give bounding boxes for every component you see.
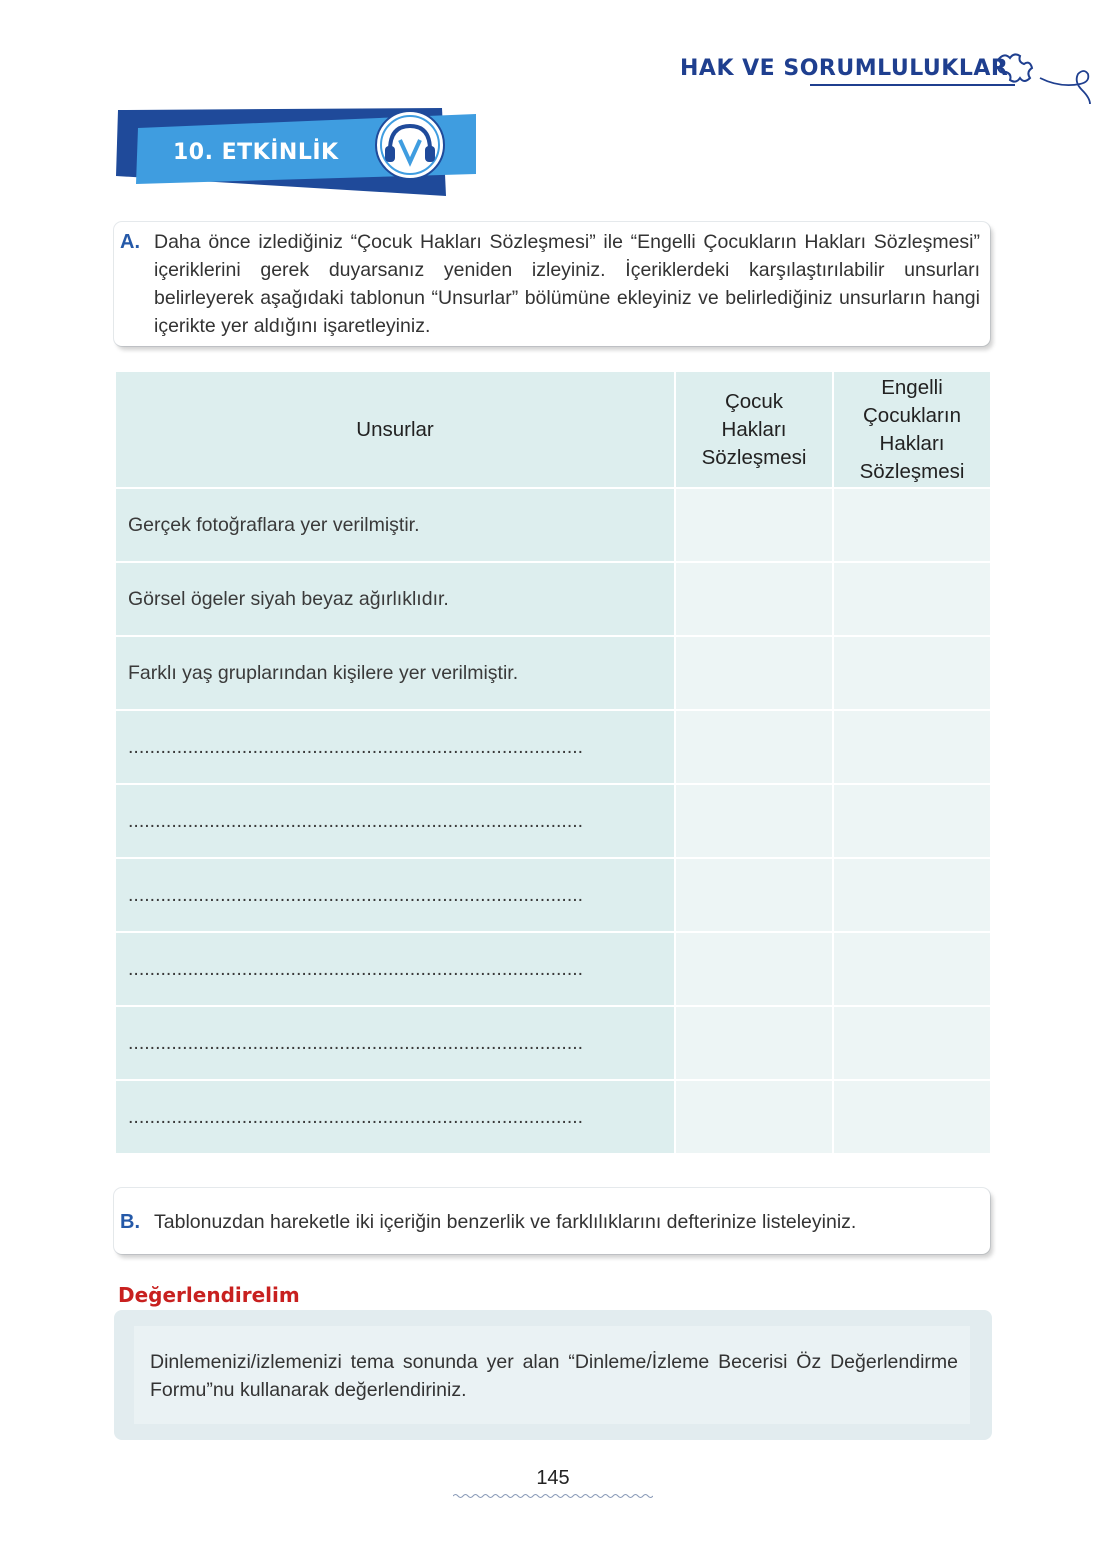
checkbox-cell-engelli[interactable]: [833, 932, 991, 1006]
table-row: [115, 1006, 991, 1080]
checkbox-cell-engelli[interactable]: [833, 1080, 991, 1154]
table-header-row: [115, 371, 991, 488]
blank-entry-line[interactable]: ....................................................................................: [115, 1080, 675, 1154]
instruction-letter-a: A.: [120, 231, 140, 253]
row-label: Görsel ögeler siyah beyaz ağırlıklıdır.: [115, 562, 675, 636]
table-row: [115, 858, 991, 932]
checkbox-cell-cocuk[interactable]: [675, 488, 833, 562]
instruction-box-a: [114, 222, 990, 346]
wave-divider-icon: [453, 1492, 653, 1500]
table-row: [115, 636, 991, 710]
checkbox-cell-engelli[interactable]: [833, 488, 991, 562]
header-unsurlar: Unsurlar: [115, 371, 675, 488]
theme-underline: [810, 84, 1015, 86]
checkbox-cell-cocuk[interactable]: [675, 710, 833, 784]
table-row: [115, 1080, 991, 1154]
activity-title: 10. ETKİNLİK: [173, 140, 339, 165]
blank-entry-line[interactable]: ....................................................................................: [115, 784, 675, 858]
table-row: [115, 488, 991, 562]
blank-entry-line[interactable]: ....................................................................................: [115, 858, 675, 932]
page-number: 145: [536, 1467, 570, 1489]
evaluation-text: Dinlemenizi/izlemenizi tema sonunda yer alan “Dinleme/İzleme Becerisi Öz Değerlendirme Formu”nu kullanarak değerlendiriniz.: [150, 1351, 958, 1401]
table-row: [115, 932, 991, 1006]
checkbox-cell-engelli[interactable]: [833, 784, 991, 858]
checkbox-cell-cocuk[interactable]: [675, 932, 833, 1006]
row-label: Gerçek fotoğraflara yer verilmiştir.: [115, 488, 675, 562]
comparison-table: [114, 370, 992, 1155]
checkbox-cell-engelli[interactable]: [833, 710, 991, 784]
checkbox-cell-cocuk[interactable]: [675, 784, 833, 858]
checkbox-cell-engelli[interactable]: [833, 1006, 991, 1080]
checkbox-cell-cocuk[interactable]: [675, 1080, 833, 1154]
row-label: Farklı yaş gruplarından kişilere yer verilmiştir.: [115, 636, 675, 710]
instruction-text-a: Daha önce izlediğiniz “Çocuk Hakları Sözleşmesi” ile “Engelli Çocukların Hakları Sözleşmesi” içeriklerini gerek duyarsanız yeniden izleyiniz. İçeriklerdeki karşılaştırılabilir unsurları belirleyerek aşağıdaki tablonun “Unsurlar” bölümüne ekleyiniz ve belirlediğiniz unsurların hangi içerikte yer aldığını işaretleyiniz.: [154, 231, 980, 337]
checkbox-cell-engelli[interactable]: [833, 562, 991, 636]
checkbox-cell-cocuk[interactable]: [675, 858, 833, 932]
instruction-text-b: Tablonuzdan hareketle iki içeriğin benzerlik ve farklılıklarını defterinize listeleyiniz.: [154, 1211, 857, 1233]
checkbox-cell-cocuk[interactable]: [675, 562, 833, 636]
checkbox-cell-cocuk[interactable]: [675, 1006, 833, 1080]
blank-entry-line[interactable]: ....................................................................................: [115, 1006, 675, 1080]
checkbox-cell-cocuk[interactable]: [675, 636, 833, 710]
headphones-icon: [372, 108, 452, 182]
evaluation-title: Değerlendirelim: [118, 1283, 300, 1307]
table-row: [115, 710, 991, 784]
instruction-box-b: [114, 1188, 990, 1254]
checkbox-cell-engelli[interactable]: [833, 636, 991, 710]
table-row: [115, 562, 991, 636]
puzzle-piece-icon: [990, 40, 1100, 110]
table-row: [115, 784, 991, 858]
header-engelli-cocuklar: Engelli Çocukların Hakları Sözleşmesi: [833, 371, 991, 488]
blank-entry-line[interactable]: ....................................................................................: [115, 932, 675, 1006]
blank-entry-line[interactable]: ....................................................................................: [115, 710, 675, 784]
header-cocuk-haklari: Çocuk Hakları Sözleşmesi: [675, 371, 833, 488]
checkbox-cell-engelli[interactable]: [833, 858, 991, 932]
theme-title: HAK VE SORUMLULUKLAR: [680, 56, 1009, 81]
instruction-letter-b: B.: [120, 1211, 140, 1233]
